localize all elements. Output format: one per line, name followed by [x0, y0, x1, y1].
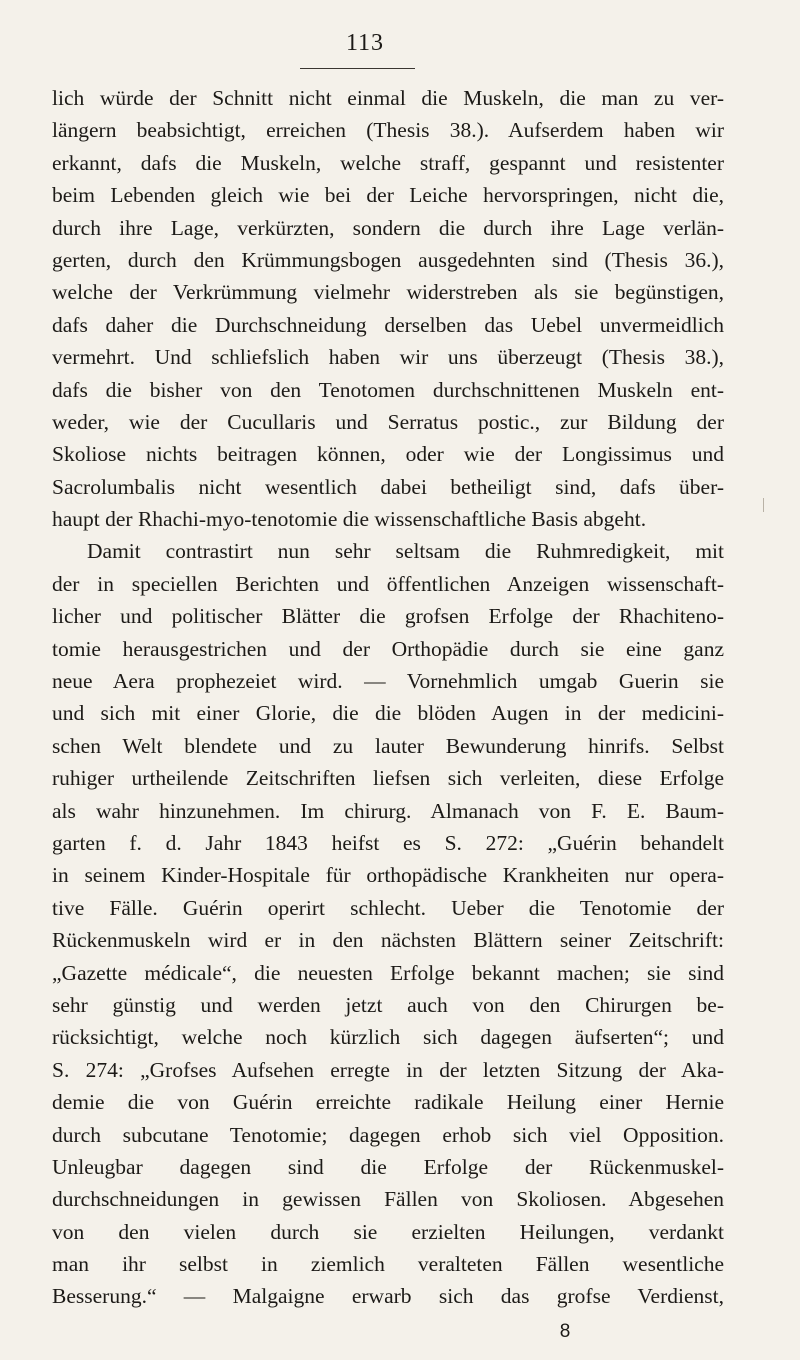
- text-line: tive Fälle. Guérin operirt schlecht. Ueber die Tenotomie der: [52, 895, 724, 920]
- text-line: man ihr selbst in ziemlich veralteten Fällen wesentliche: [52, 1252, 724, 1277]
- text-line: von den vielen durch sie erzielten Heilungen, verdankt: [52, 1219, 724, 1244]
- text-line: vermehrt. Und schliefslich haben wir uns überzeugt (Thesis 38.),: [52, 345, 724, 370]
- text-line: dafs die bisher von den Tenotomen durchschnittenen Muskeln ent-: [52, 377, 724, 402]
- body-text: [52, 82, 724, 1313]
- text-line: erkannt, dafs die Muskeln, welche straff, gespannt und resistenter: [52, 150, 724, 175]
- text-line: als wahr hinzunehmen. Im chirurg. Almanach von F. E. Baum-: [52, 798, 724, 823]
- text-line: durch ihre Lage, verkürzten, sondern die durch ihre Lage verlän-: [52, 215, 724, 240]
- text-line: Skoliose nichts beitragen können, oder wie der Longissimus und: [52, 442, 724, 467]
- text-line: ruhiger urtheilende Zeitschriften liefsen sich verleiten, diese Erfolge: [52, 766, 724, 791]
- text-line: in seinem Kinder-Hospitale für orthopädische Krankheiten nur opera-: [52, 863, 724, 888]
- margin-mark: [763, 498, 764, 512]
- text-line: lich würde der Schnitt nicht einmal die Muskeln, die man zu ver-: [52, 86, 724, 110]
- text-line: rücksichtigt, welche noch kürzlich sich dagegen äufserten“; und: [52, 1025, 724, 1050]
- text-line: welche der Verkrümmung vielmehr widerstreben als sie begünstigen,: [52, 280, 724, 305]
- signature-mark: 8: [559, 1321, 571, 1342]
- text-line: neue Aera prophezeiet wird. — Vornehmlich umgab Guerin sie: [52, 669, 724, 694]
- page-number: 113: [345, 30, 385, 56]
- text-line: „Gazette médicale“, die neuesten Erfolge bekannt machen; sie sind: [52, 960, 724, 985]
- text-line: weder, wie der Cucullaris und Serratus postic., zur Bildung der: [52, 409, 724, 434]
- text-line: schen Welt blendete und zu lauter Bewunderung hinrifs. Selbst: [52, 733, 724, 758]
- text-line: und sich mit einer Glorie, die die blöden Augen in der medicini-: [52, 701, 724, 726]
- text-line: gerten, durch den Krümmungsbogen ausgedehnten sind (Thesis 36.),: [52, 247, 724, 272]
- text-line: demie die von Guérin erreichte radikale Heilung einer Hernie: [52, 1090, 724, 1115]
- text-line: der in speciellen Berichten und öffentlichen Anzeigen wissenschaft-: [52, 571, 724, 596]
- text-line: dafs daher die Durchschneidung derselben das Uebel unvermeidlich: [52, 312, 724, 337]
- text-line: Unleugbar dagegen sind die Erfolge der Rückenmuskel-: [52, 1154, 724, 1179]
- text-line: Rückenmuskeln wird er in den nächsten Blättern seiner Zeitschrift:: [52, 928, 724, 953]
- text-line: licher und politischer Blätter die grofsen Erfolge der Rhachiteno-: [52, 604, 724, 629]
- text-line: Sacrolumbalis nicht wesentlich dabei betheiligt sind, dafs über-: [52, 474, 724, 499]
- text-line: haupt der Rhachi-myo-tenotomie die wissenschaftliche Basis abgeht.: [52, 507, 647, 532]
- text-line: längern beabsichtigt, erreichen (Thesis 38.). Aufserdem haben wir: [52, 118, 724, 143]
- paragraph-start-line: Damit contrastirt nun sehr seltsam die Ruhmredigkeit, mit: [87, 539, 724, 564]
- text-line: sehr günstig und werden jetzt auch von den Chirurgen be-: [52, 992, 724, 1017]
- text-line: tomie herausgestrichen und der Orthopädie durch sie eine ganz: [52, 636, 724, 661]
- text-line: durch subcutane Tenotomie; dagegen erhob sich viel Opposition.: [52, 1122, 724, 1147]
- text-line: Besserung.“ — Malgaigne erwarb sich das grofse Verdienst,: [52, 1284, 724, 1309]
- text-line: beim Lebenden gleich wie bei der Leiche hervorspringen, nicht die,: [52, 183, 724, 208]
- header-rule: [300, 68, 415, 69]
- text-line: durchschneidungen in gewissen Fällen von Skoliosen. Abgesehen: [52, 1187, 724, 1212]
- text-line: S. 274: „Grofses Aufsehen erregte in der letzten Sitzung der Aka-: [52, 1057, 724, 1082]
- text-line: garten f. d. Jahr 1843 heifst es S. 272: „Guérin behandelt: [52, 830, 724, 855]
